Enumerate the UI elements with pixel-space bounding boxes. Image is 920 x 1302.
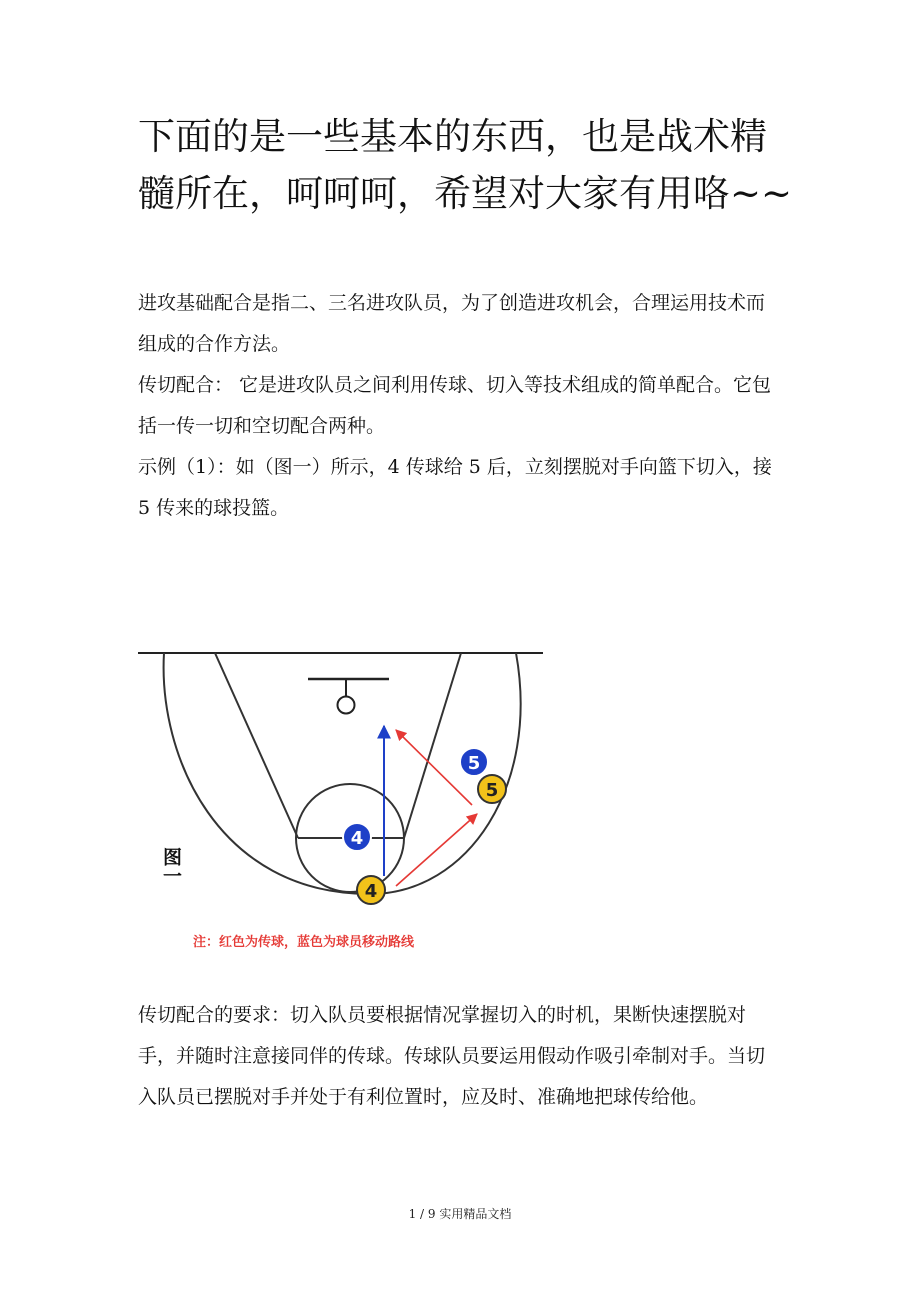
intro-paragraph: 进攻基础配合是指二、三名进攻队员，为了创造进攻机会，合理运用技术而组成的合作方法。 <box>138 292 766 355</box>
page-footer: 1 / 9 实用精品文档 <box>408 1207 512 1221</box>
definition-paragraph: 传切配合： 它是进攻队员之间利用传球、切入等技术组成的简单配合。它包括一传一切和空切配合两种。 <box>138 374 772 437</box>
figure-note: 注：红色为传球，蓝色为球员移动路线 <box>193 935 415 950</box>
defender-4-number: 4 <box>350 828 364 849</box>
attacker-5-icon <box>478 775 506 803</box>
attacker-4-icon <box>357 876 385 904</box>
court-diagram-svg <box>138 636 548 956</box>
lane-left-line <box>215 653 298 838</box>
page-title: 下面的是一些基本的东西，也是战术精髓所在，呵呵呵，希望对大家有用咯~~ <box>138 115 793 215</box>
example-paragraph: 示例（1）：如（图一）所示，4 传球给 5 后，立刻摆脱对手向篮下切入，接 5 传来的球投篮。 <box>138 456 772 519</box>
defender-5-icon <box>460 748 488 776</box>
hoop <box>338 697 355 714</box>
attacker-4-number: 4 <box>364 881 378 902</box>
figure-label: 图一 <box>160 847 182 885</box>
attacker-5-number: 5 <box>485 780 499 801</box>
defender-4-icon <box>343 823 371 851</box>
requirement-paragraph: 传切配合的要求：切入队员要根据情况掌握切入的时机，果断快速摆脱对手，并随时注意接同伴的传球。传球队员要运用假动作吸引牵制对手。当切入队员已摆脱对手并处于有利位置时，应及时、准确地把球传给他。 <box>138 1004 766 1108</box>
court-diagram <box>138 636 548 956</box>
defender-5-number: 5 <box>467 753 481 774</box>
